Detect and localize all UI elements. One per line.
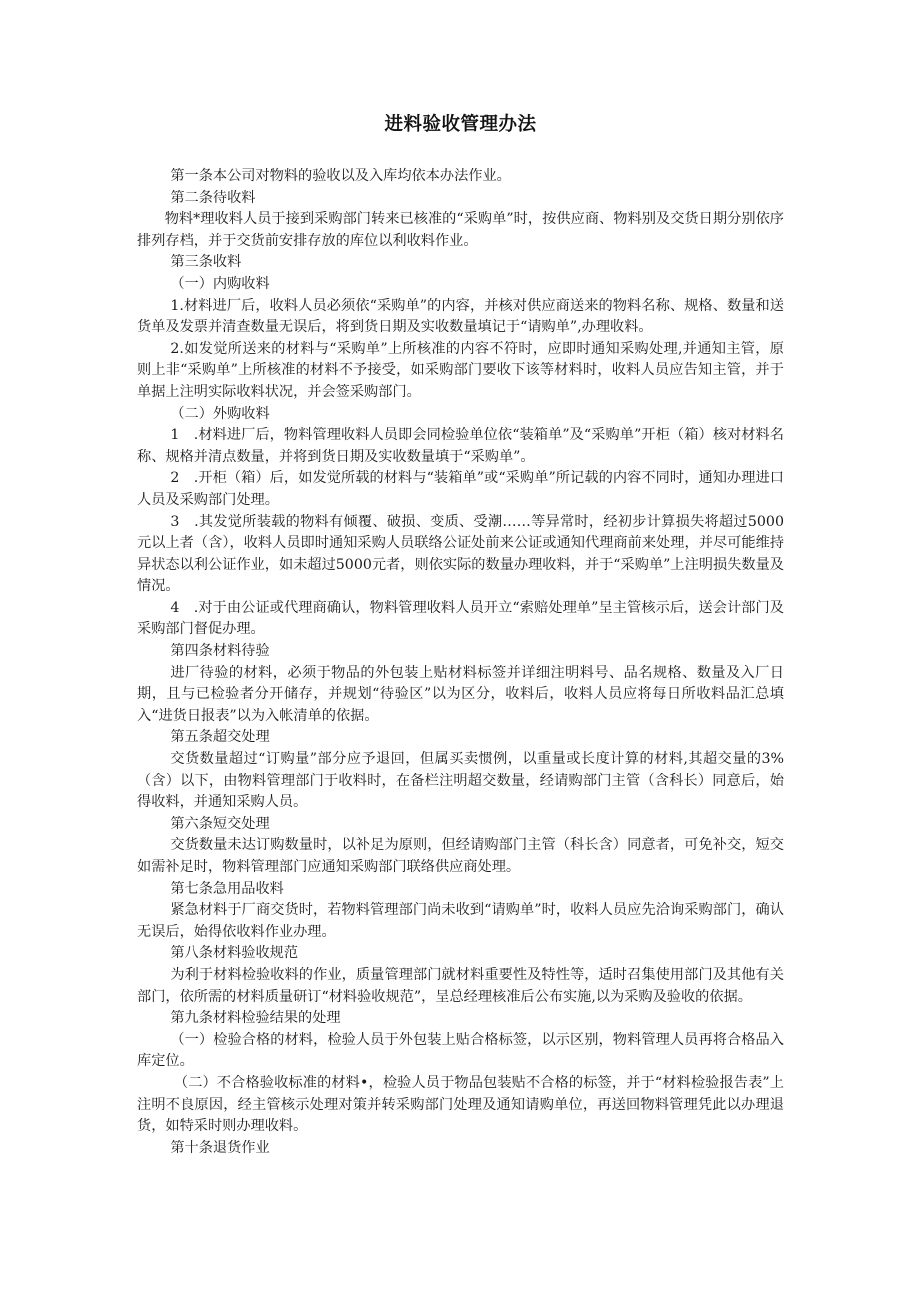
article-3-section-2-item-2: 2 .开柜（箱）后，如发觉所载的材料与“装箱单”或“采购单”所记载的内容不同时，通知办理进口人员及采购部门处理。 [137,470,784,508]
article-5-heading: 第五条超交处理 [170,729,270,746]
article-6-body: 交货数量未达订购数量时，以补足为原则，但经请购部门主管（科长含）同意者，可免补交，短交如需补足时，物料管理部门应通知采购部门联络供应商处理。 [137,837,784,875]
article-5-body: 交货数量超过“订购量”部分应予退回，但属买卖惯例，以重量或长度计算的材料,其超交量的3%（含）以下，由物料管理部门于收料时，在备栏注明超交数量，经请购部门主管（含科长）同意后，始得收料，并通知采购人员。 [137,751,784,811]
document-body [137,166,784,1159]
article-2-body: 物料*理收料人员于接到采购部门转来已核准的“采购单”时，按供应商、物料别及交货日期分别依序排列存档，并于交货前安排存放的库位以利收料作业。 [137,211,784,249]
article-3-section-2-heading: （二）外购收料 [170,405,270,422]
article-2-heading: 第二条待收料 [170,189,256,206]
document-title: 进料验收管理办法 [384,114,537,135]
article-4-heading: 第四条材料待验 [170,643,270,660]
article-9-item-2: （二）不合格验收标准的材料•，检验人员于物品包装贴不合格的标签，并于“材料检验报告表”上注明不良原因，经主管核示处理对策并转采购部门处理及通知请购单位，再送回物料管理凭此以办理退货，如特采时则办理收料。 [137,1074,784,1135]
article-3-section-1-item-1: 1.材料进厂后，收料人员必须依“采购单”的内容，并核对供应商送来的物料名称、规格、数量和送货单及发票并清查数量无误后，将到货日期及实收数量填记于“请购单”,办理收料。 [137,297,784,336]
article-6-heading: 第六条短交处理 [170,815,270,832]
article-9-item-1: （一）检验合格的材料，检验人员于外包装上贴合格标签，以示区别，物料管理人员再将合格品入库定位。 [137,1031,784,1070]
article-3-section-2-item-4: 4 .对于由公证或代理商确认，物料管理收料人员开立“索赔处理单”呈主管核示后，送会计部门及采购部门督促办理。 [137,599,784,638]
article-3-section-2-item-3: 3 .其发觉所装载的物料有倾覆、破损、变质、受潮……等异常时，经初步计算损失将超过5000元以上者（含），收料人员即时通知采购人员联络公证处前来公证或通知代理商前来处理，并尽可能维持异状态以利公证作业，如未超过5000元者，则依实际的数量办理收料，并于“采购单”上注明损失数量及情况。 [137,513,784,595]
article-1: 第一条本公司对物料的验收以及入库均依本办法作业。 [170,168,511,184]
article-3-section-2-item-1: 1 .材料进厂后，物料管理收料人员即会同检验单位依“装箱单”及“采购单”开柜（箱）核对材料名称、规格并清点数量，并将到货日期及实收数量填于“采购单”。 [137,427,784,465]
article-4-body: 进厂待验的材料，必须于物品的外包装上贴材料标签并详细注明料号、品名规格、数量及入厂日期，且与已检验者分开储存，并规划“待验区”以为区分，收料后，收料人员应将每日所收料品汇总填入“进货日报表”以为入帐清单的依据。 [137,664,784,724]
article-10-heading: 第十条退货作业 [170,1139,270,1156]
article-3-section-1-heading: （一）内购收料 [170,275,270,292]
article-8-body: 为利于材料检验收料的作业，质量管理部门就材料重要性及特性等，适时召集使用部门及其他有关部门，依所需的材料质量研订“材料验收规范”，呈总经理核准后公布实施,以为采购及验收的依据。 [137,966,784,1005]
article-9-heading: 第九条材料检验结果的处理 [170,1010,341,1027]
article-3-section-1-item-2: 2.如发觉所送来的材料与“采购单”上所核准的内容不符时，应即时通知采购处理,并通知主管，原则上非“采购单”上所核准的材料不予接受，如采购部门要收下该等材料时，收料人员应告知主管，并于单据上注明实际收料状况，并会签采购部门。 [137,340,784,400]
article-8-heading: 第八条材料验收规范 [170,945,299,962]
article-3-heading: 第三条收料 [170,254,242,271]
article-7-heading: 第七条急用品收料 [170,880,284,897]
article-7-body: 紧急材料于厂商交货时，若物料管理部门尚未收到“请购单”时，收料人员应先洽询采购部门，确认无误后，始得依收料作业办理。 [137,902,784,940]
